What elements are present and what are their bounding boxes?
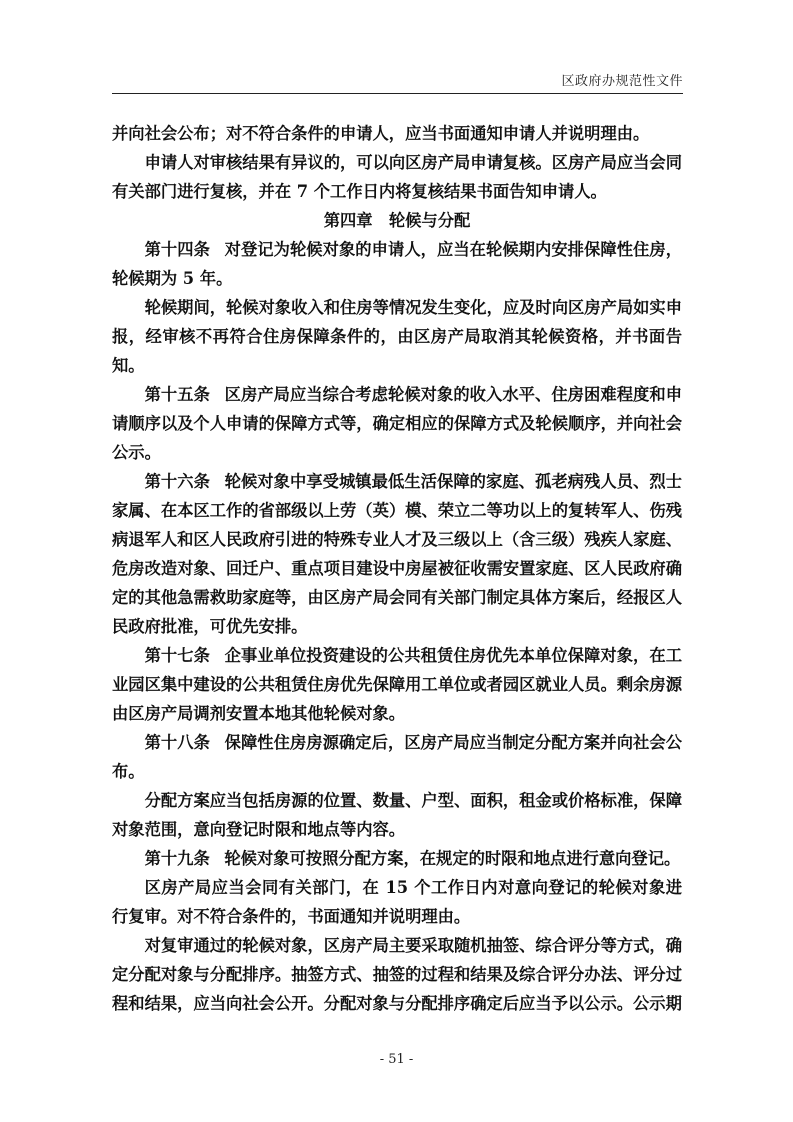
page-number: - 51 - [379,1052,414,1067]
article-19-text: 轮候对象可按照分配方案，在规定的时限和地点进行意向登记。 [224,849,681,868]
document-header-title: 区政府办规范性文件 [561,74,683,89]
chapter-heading: 第四章 轮候与分配 [323,211,471,230]
header-divider [112,93,683,94]
article-18-text: 保障性住房房源确定后，区房产局应当制定分配方案并向社会公布。 [112,733,682,781]
article-15-number: 第十五条 [144,385,210,404]
article-17-text: 企事业单位投资建设的公共租赁住房优先本单位保障对象，在工业园区集中建设的公共租赁住房优先保障用工单位或者园区就业人员。剩余房源由区房产局调剂安置本地其他轮候对象。 [112,646,682,723]
article-19-number: 第十九条 [144,849,210,868]
article-17-number: 第十七条 [144,646,210,665]
article-16 [112,467,682,641]
paragraph-re-examination: 区房产局应当会同有关部门，在 15 个工作日内对意向登记的轮候对象进行复审。对不符合条件的，书面通知并说明理由。 [112,878,682,926]
document-body [112,119,682,1018]
article-17 [112,641,682,728]
paragraph-review-appeal: 申请人对审核结果有异议的，可以向区房产局申请复核。区房产局应当会同有关部门进行复核，并在 7 个工作日内将复核结果书面告知申请人。 [112,153,682,201]
article-16-text: 轮候对象中享受城镇最低生活保障的家庭、孤老病残人员、烈士家属、在本区工作的省部级以上劳（英）模、荣立二等功以上的复转军人、伤残病退军人和区人民政府引进的特殊专业人才及三级以上（含三级）残疾人家庭、危房改造对象、回迁户、重点项目建设中房屋被征收需安置家庭、区人民政府确定的其他急需救助家庭等，由区房产局会同有关部门制定具体方案后，经报区人民政府批准，可优先安排。 [112,472,682,636]
paragraph-continued: 并向社会公布；对不符合条件的申请人，应当书面通知申请人并说明理由。 [112,124,650,143]
article-15-text: 区房产局应当综合考虑轮候对象的收入水平、住房困难程度和申请顺序以及个人申请的保障方式等，确定相应的保障方式及轮候顺序，并向社会公示。 [112,385,682,462]
article-14-text: 对登记为轮候对象的申请人，应当在轮候期内安排保障性住房，轮候期为 5 年。 [112,240,682,288]
paragraph-waiting-period: 轮候期间，轮候对象收入和住房等情况发生变化，应及时向区房产局如实申报，经审核不再符合住房保障条件的，由区房产局取消其轮候资格，并书面告知。 [112,298,682,375]
article-14-number: 第十四条 [144,240,210,259]
article-14 [112,235,682,293]
article-15 [112,380,682,467]
article-19 [112,844,682,873]
paragraph-lottery-scoring: 对复审通过的轮候对象，区房产局主要采取随机抽签、综合评分等方式，确定分配对象与分配排序。抽签方式、抽签的过程和结果及综合评分办法、评分过程和结果，应当向社会公开。分配对象与分配排序确定后应当予以公示。公示期 [112,936,682,1013]
article-18 [112,728,682,786]
article-18-number: 第十八条 [144,733,210,752]
paragraph-allocation-plan: 分配方案应当包括房源的位置、数量、户型、面积，租金或价格标准，保障对象范围，意向登记时限和地点等内容。 [112,791,682,839]
article-16-number: 第十六条 [144,472,210,491]
